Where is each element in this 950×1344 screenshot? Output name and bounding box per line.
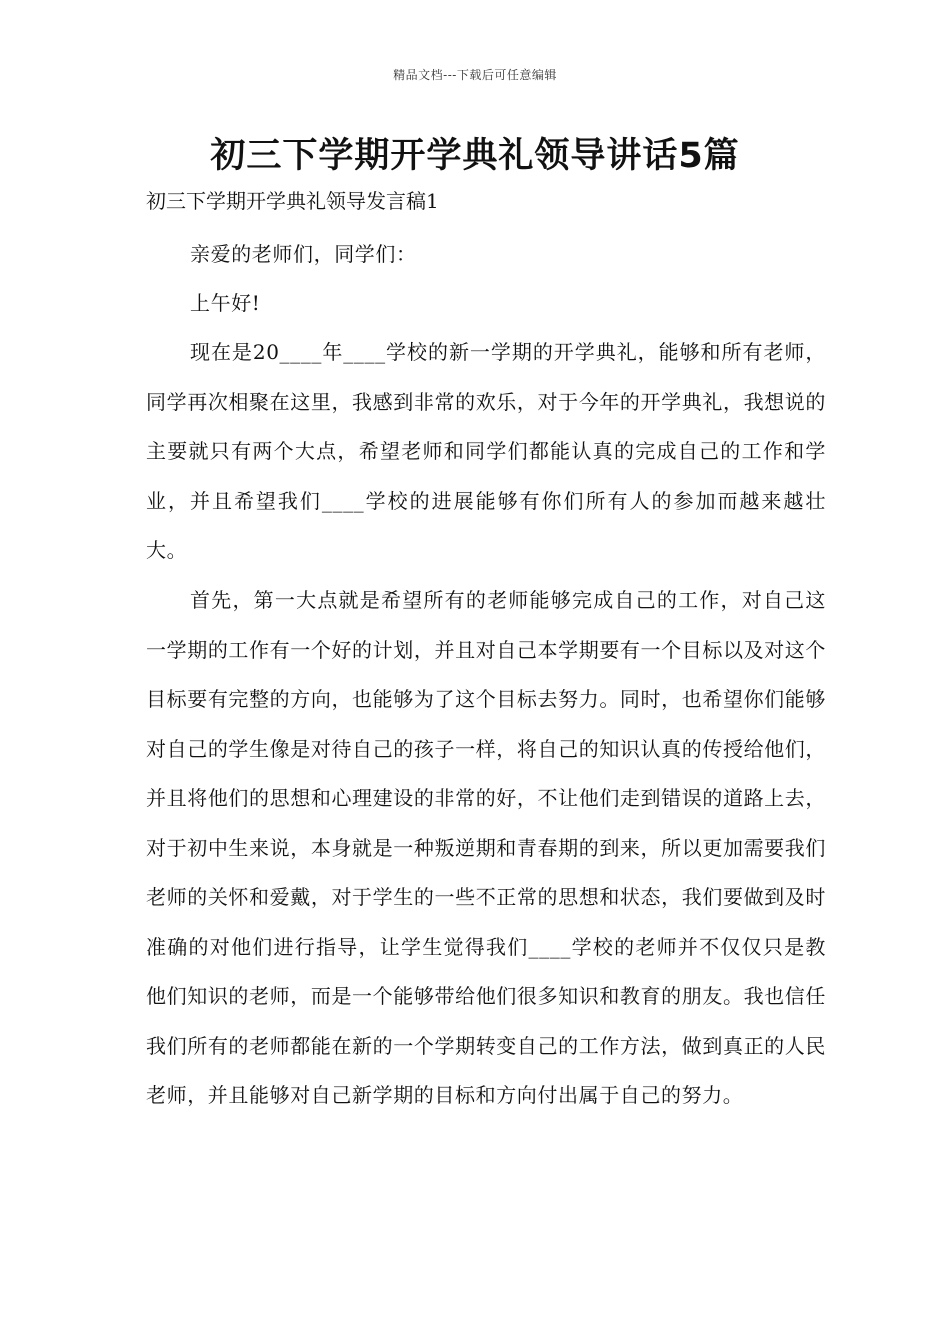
paragraph: 亲爱的老师们，同学们： (190, 242, 417, 266)
paragraph: 首先，第一大点就是希望所有的老师能够完成自己的工作，对自己这一学期的工作有一个好的计划，并且对自己本学期要有一个目标以及对这个目标要有完整的方向，也能够为了这个目标去努力。同时，也希望你们能够对自己的学生像是对待自己的孩子一样，将自己的知识认真的传授给他们，并且将他们的思想和心理建设的非常的好，不让他们走到错误的道路上去，对于初中生来说，本身就是一种叛逆期和青春期的到来，所以更加需要我们老师的关怀和爱戴，对于学生的一些不正常的思想和状态，我们要做到及时准确的对他们进行指导，让学生觉得我们____学校的老师并不仅仅只是教他们知识的老师，而是一个能够带给他们很多知识和教育的朋友。我也信任我们所有的老师都能在新的一个学期转变自己的工作方法，做到真正的人民老师，并且能够对自己新学期的目标和方向付出属于自己的努力。 (146, 588, 826, 1107)
header-note: 精品文档---下载后可任意编辑 (393, 68, 557, 82)
body-paragraph-intro (146, 328, 826, 576)
document-title: 初三下学期开学典礼领导讲话5篇 (210, 136, 740, 176)
paragraph: 上午好! (190, 291, 261, 315)
paragraph: 现在是20____年____学校的新一学期的开学典礼，能够和所有老师，同学再次相聚在这里，我感到非常的欢乐，对于今年的开学典礼，我想说的主要就只有两个大点，希望老师和同学们都能认真的完成自己的工作和学业，并且希望我们____学校的进展能够有你们所有人的参加而越来越壮大。 (146, 340, 826, 562)
body-paragraph-morning (146, 279, 826, 329)
section-subtitle: 初三下学期开学典礼领导发言稿1 (146, 189, 439, 213)
body-paragraph-first-point (146, 576, 826, 1121)
body-paragraph-greeting (146, 230, 826, 280)
